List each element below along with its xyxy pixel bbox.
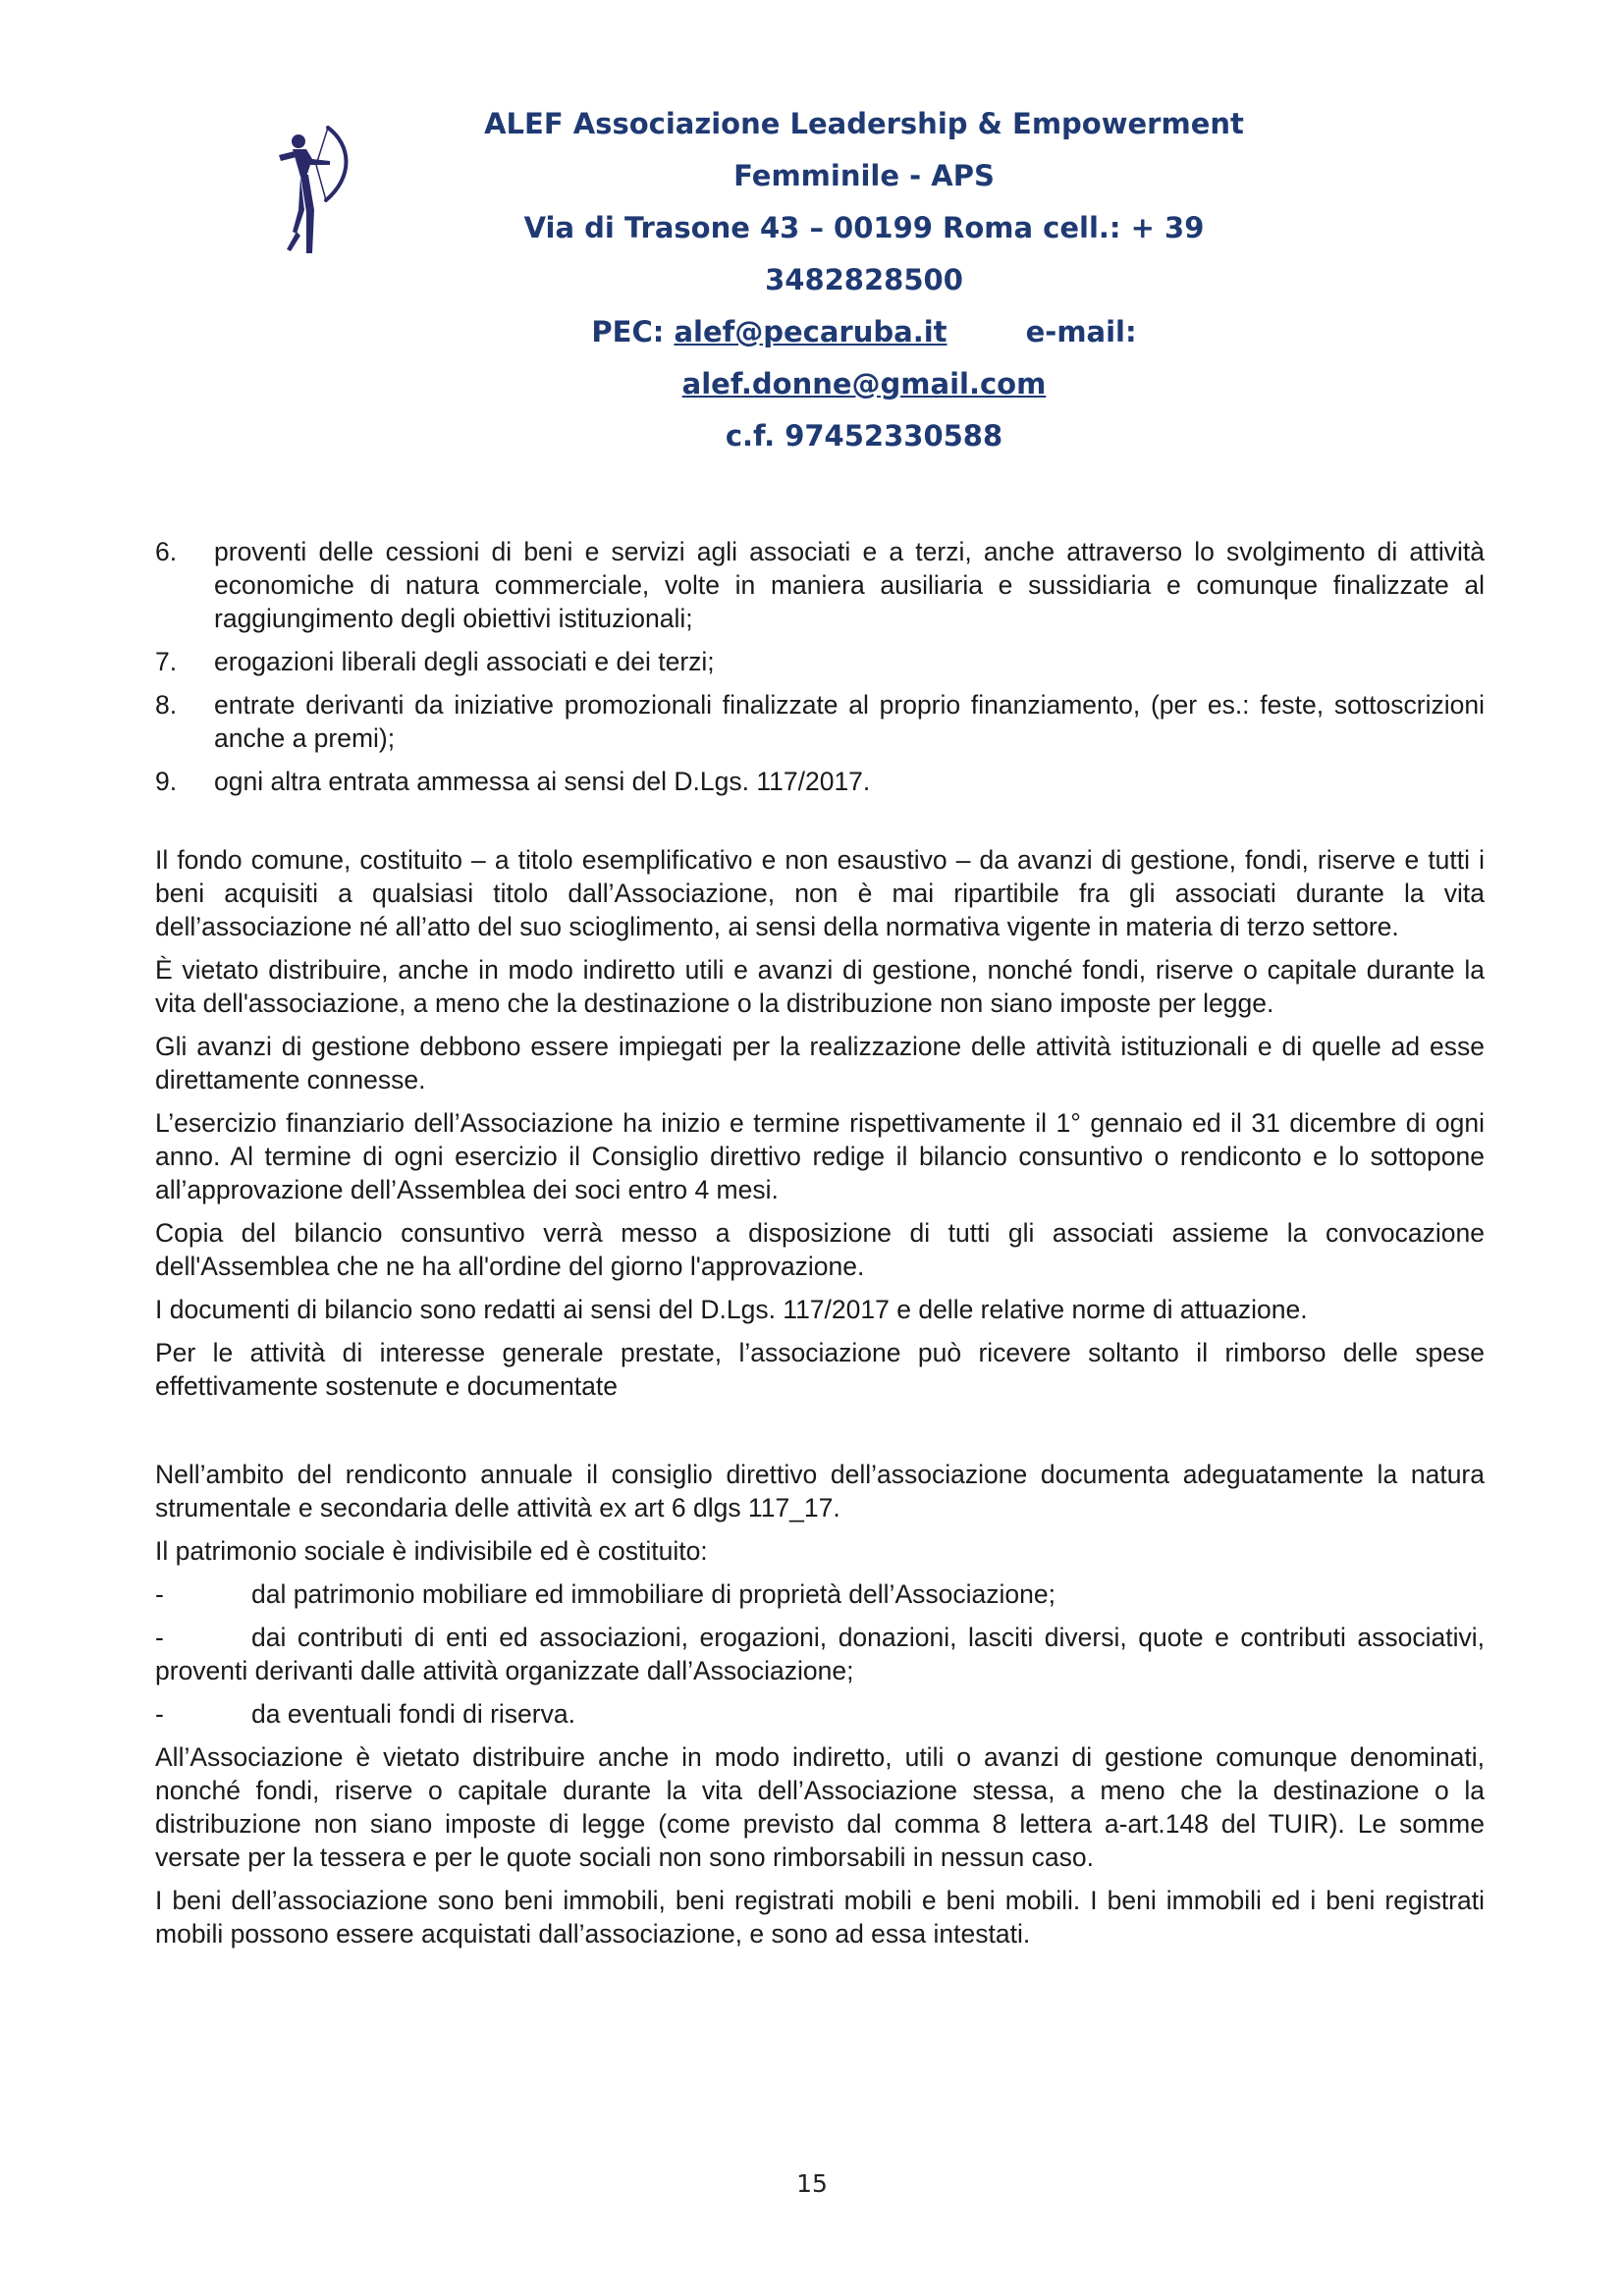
list-item: - dal patrimonio mobiliare ed immobiliare di proprietà dell’Associazione; (155, 1579, 1056, 1609)
list-item: 8. entrate derivanti da iniziative promozionali finalizzate al proprio finanziamento, (per es.: feste, sottoscrizioni anche a premi); (155, 690, 1485, 753)
pec-email-link[interactable]: alef@pecaruba.it (674, 315, 947, 348)
paragraph: I documenti di bilancio sono redatti ai sensi del D.Lgs. 117/2017 e delle relative norme di attuazione. (155, 1295, 1308, 1324)
list-item: 7. erogazioni liberali degli associati e dei terzi; (155, 647, 715, 676)
numbered-list (155, 535, 1485, 798)
org-name-continued: Femminile - APS (733, 159, 995, 192)
paragraph: I beni dell’associazione sono beni immobili, beni registrati mobili e beni mobili. I beni immobili ed i beni registrati mobili possono essere acquistati dall’associazione, e sono ad essa intestati. (155, 1886, 1485, 1949)
paragraph: Gli avanzi di gestione debbono essere impiegati per la realizzazione delle attività istituzionali e di quelle ad esse direttamente connesse. (155, 1032, 1485, 1095)
address-line: Via di Trasone 43 – 00199 Roma cell.: + 39 (523, 211, 1205, 244)
list-item: 6. proventi delle cessioni di beni e servizi agli associati e a terzi, anche attraverso lo svolgimento di attività economiche di natura commerciale, volte in maniera ausiliaria e sussidiaria e comunque finalizzate al raggiungimento degli obiettivi istituzionali; (155, 537, 1485, 633)
paragraph: Nell’ambito del rendiconto annuale il consiglio direttivo dell’associazione documenta adeguatamente la natura strumentale e secondaria delle attività ex art 6 dlgs 117_17. (155, 1460, 1485, 1522)
paragraph: Il fondo comune, costituito – a titolo esemplificativo e non esaustivo – da avanzi di gestione, fondi, riserve e tutti i beni acquisiti a qualsiasi titolo dall’Associazione, non è mai ripartibile fra gli associati durante la vita dell’associazione né all’atto del suo scioglimento, ai sensi della normativa vigente in materia di terzo settore. (155, 845, 1485, 941)
org-name: ALEF Associazione Leadership & Empowerment (484, 107, 1244, 140)
list-item: - da eventuali fondi di riserva. (155, 1699, 575, 1729)
archer-logo-icon (257, 116, 365, 263)
phone-line: 3482828500 (765, 263, 963, 296)
dash-list (155, 1577, 1485, 1731)
list-item: - dai contributi di enti ed associazioni, erogazioni, donazioni, lasciti diversi, quote e contributi associativi, proventi derivanti dalle attività organizzate dall’Associazione; (155, 1623, 1485, 1685)
pec-label: PEC: (591, 315, 665, 348)
paragraph: Il patrimonio sociale è indivisibile ed è costituito: (155, 1536, 708, 1566)
paragraph: All’Associazione è vietato distribuire anche in modo indiretto, utili o avanzi di gestione comunque denominati, nonché fondi, riserve o capitale durante la vita dell’Associazione stessa, a meno che la destinazione o la distribuzione non siano imposte di legge (come previsto dal comma 8 lettera a-art.148 del TUIR). Le somme versate per la tessera e per le quote sociali non sono rimborsabili in nessun caso. (155, 1742, 1485, 1872)
paragraph: Copia del bilancio consuntivo verrà messo a disposizione di tutti gli associati assieme la convocazione dell'Assemblea che ne ha all'ordine del giorno l'approvazione. (155, 1218, 1485, 1281)
list-item: 9. ogni altra entrata ammessa ai sensi del D.Lgs. 117/2017. (155, 767, 871, 796)
document-body (155, 535, 1485, 1950)
page-number: 15 (796, 2169, 828, 2198)
paragraph: L’esercizio finanziario dell’Associazione ha inizio e termine rispettivamente il 1° gennaio ed il 31 dicembre di ogni anno. Al termine di ogni esercizio il Consiglio direttivo redige il bilancio consuntivo o rendiconto e lo sottopone all’approvazione dell’Assemblea dei soci entro 4 mesi. (155, 1108, 1485, 1204)
paragraph: Per le attività di interesse generale prestate, l’associazione può ricevere soltanto il rimborso delle spese effettivamente sostenute e documentate (155, 1338, 1485, 1401)
email-link[interactable]: alef.donne@gmail.com (681, 367, 1047, 400)
paragraph: È vietato distribuire, anche in modo indiretto utili e avanzi di gestione, nonché fondi, riserve o capitale durante la vita dell'associazione, a meno che la destinazione o la distribuzione non siano imposte per legge. (155, 955, 1485, 1018)
fiscal-code: c.f. 97452330588 (725, 419, 1003, 453)
contact-line (373, 306, 1355, 358)
email-label: e-mail: (1025, 315, 1137, 348)
letterhead (0, 98, 1624, 471)
